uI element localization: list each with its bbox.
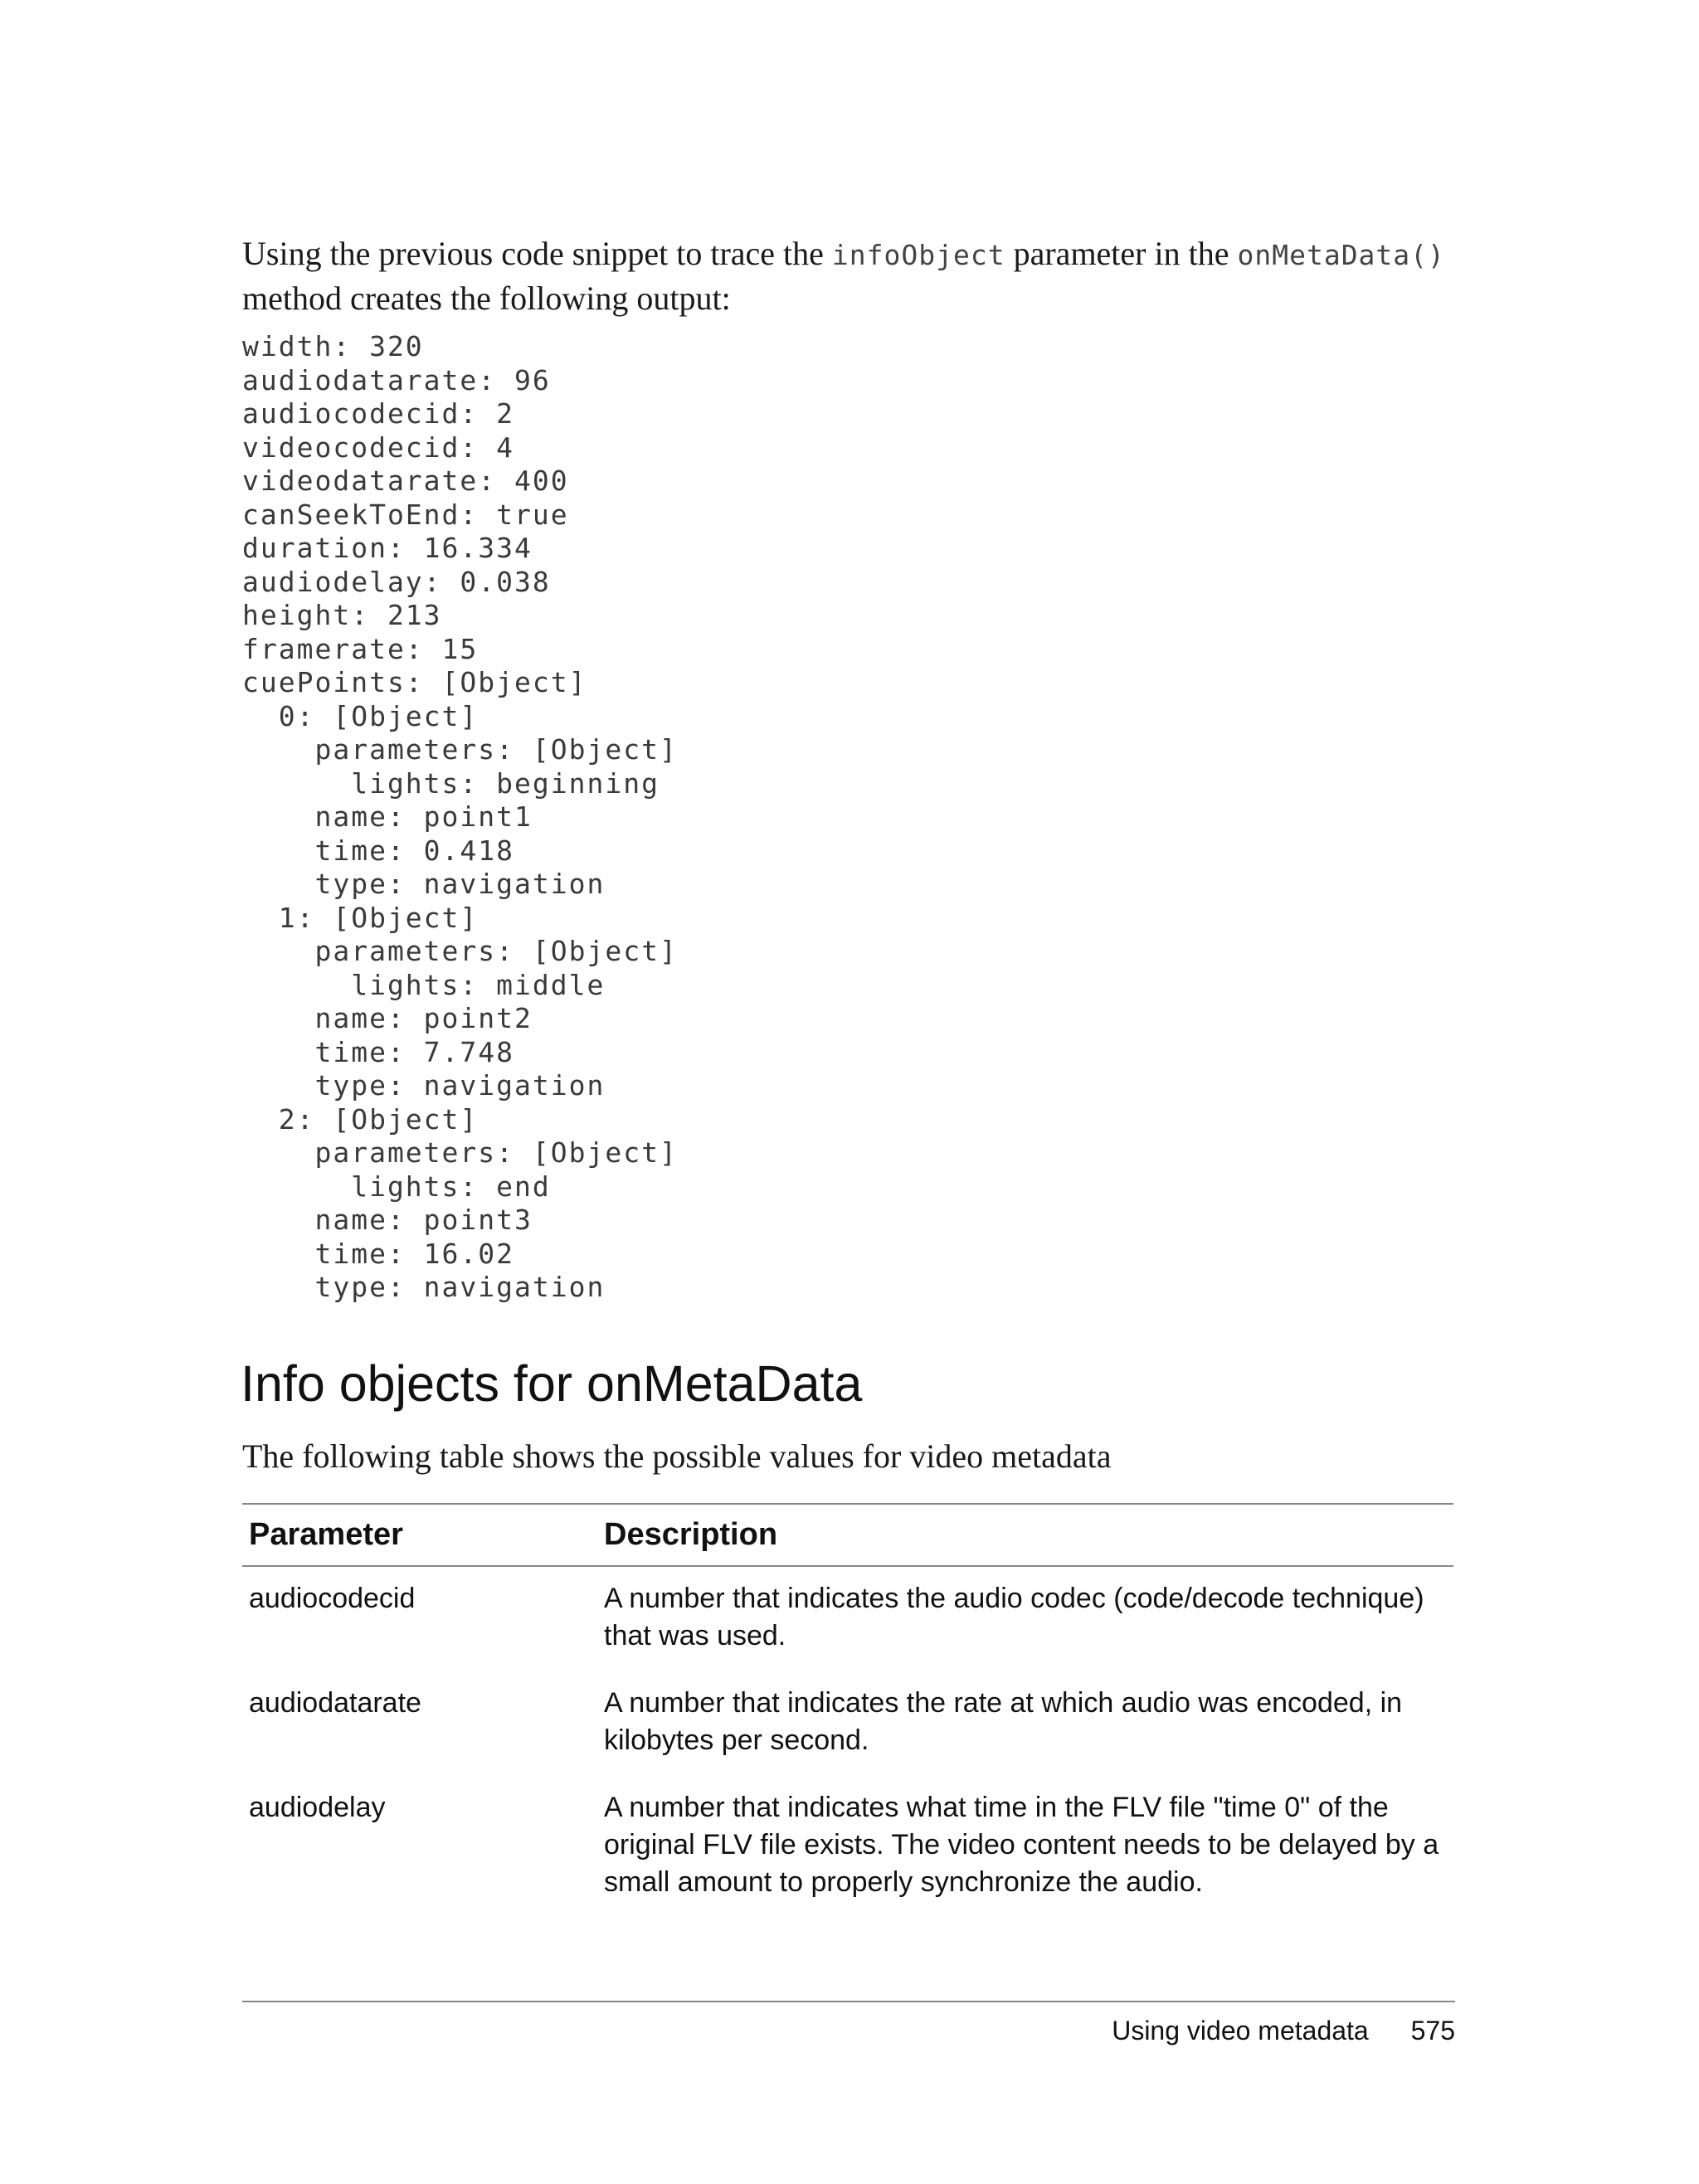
code-line: lights: end	[242, 1170, 551, 1203]
description-cell: A number that indicates what time in the FLV file "time 0" of the original FLV file exists. The video content needs to be delayed by a small amount to properly synchronize the audio.	[604, 1792, 1439, 1898]
code-line: time: 16.02	[242, 1237, 515, 1270]
code-line: type: navigation	[242, 868, 606, 900]
code-line: name: point2	[242, 1002, 533, 1034]
code-line: framerate: 15	[242, 632, 479, 665]
code-inline-infoobject: infoObject	[831, 239, 1005, 271]
code-line: audiodatarate: 96	[242, 363, 551, 396]
footer-divider	[242, 2001, 1455, 2002]
code-line: width: 320	[242, 330, 424, 362]
code-line: cuePoints: [Object]	[242, 666, 587, 698]
code-line: videodatarate: 400	[242, 465, 569, 497]
code-output-block	[242, 330, 678, 1305]
table-row	[242, 1671, 1453, 1776]
description-cell: A number that indicates the rate at which audio was encoded, in kilobytes per second.	[604, 1687, 1403, 1756]
header-parameter: Parameter	[242, 1504, 597, 1566]
param-cell: audiodelay	[249, 1792, 386, 1823]
table-intro-text: The following table shows the possible values for video metadata	[242, 1437, 1112, 1475]
param-cell: audiocodecid	[249, 1583, 416, 1614]
table-header-row	[242, 1504, 1453, 1566]
intro-text-middle: parameter in the	[1005, 235, 1238, 272]
code-line: type: navigation	[242, 1069, 606, 1102]
table-row	[242, 1566, 1453, 1671]
intro-text-after: method creates the following output:	[242, 280, 731, 317]
param-cell: audiodatarate	[249, 1687, 421, 1719]
page-footer	[1112, 2014, 1455, 2047]
code-line: 2: [Object]	[242, 1102, 479, 1136]
intro-paragraph	[242, 232, 1453, 320]
code-line: type: navigation	[242, 1271, 606, 1303]
code-line: 0: [Object]	[242, 699, 479, 732]
code-line: videocodecid: 4	[242, 430, 515, 464]
table-row	[242, 1776, 1453, 1918]
code-line: audiocodecid: 2	[242, 397, 515, 430]
code-line: name: point1	[242, 800, 533, 833]
code-line: duration: 16.334	[242, 532, 533, 564]
code-inline-onmetadata: onMetaData()	[1237, 239, 1445, 271]
page-number: 575	[1410, 2016, 1455, 2045]
code-line: parameters: [Object]	[242, 935, 678, 967]
section-heading: Info objects for onMetaData	[241, 1355, 863, 1412]
code-line: time: 0.418	[242, 834, 515, 867]
description-cell: A number that indicates the audio codec (code/decode technique) that was used.	[604, 1583, 1424, 1651]
code-line: audiodelay: 0.038	[242, 565, 551, 598]
code-line: time: 7.748	[242, 1035, 515, 1068]
footer-section-title: Using video metadata	[1112, 2016, 1369, 2045]
code-line: parameters: [Object]	[242, 1136, 678, 1169]
intro-text-before: Using the previous code snippet to trace the	[242, 235, 832, 272]
code-line: lights: middle	[242, 968, 606, 1001]
metadata-table	[242, 1503, 1453, 1918]
code-line: canSeekToEnd: true	[242, 498, 569, 531]
code-line: parameters: [Object]	[242, 733, 678, 766]
code-line: height: 213	[242, 599, 442, 631]
code-line: 1: [Object]	[242, 901, 479, 934]
code-line: lights: beginning	[242, 766, 660, 800]
header-description: Description	[597, 1504, 1453, 1566]
code-line: name: point3	[242, 1204, 533, 1236]
